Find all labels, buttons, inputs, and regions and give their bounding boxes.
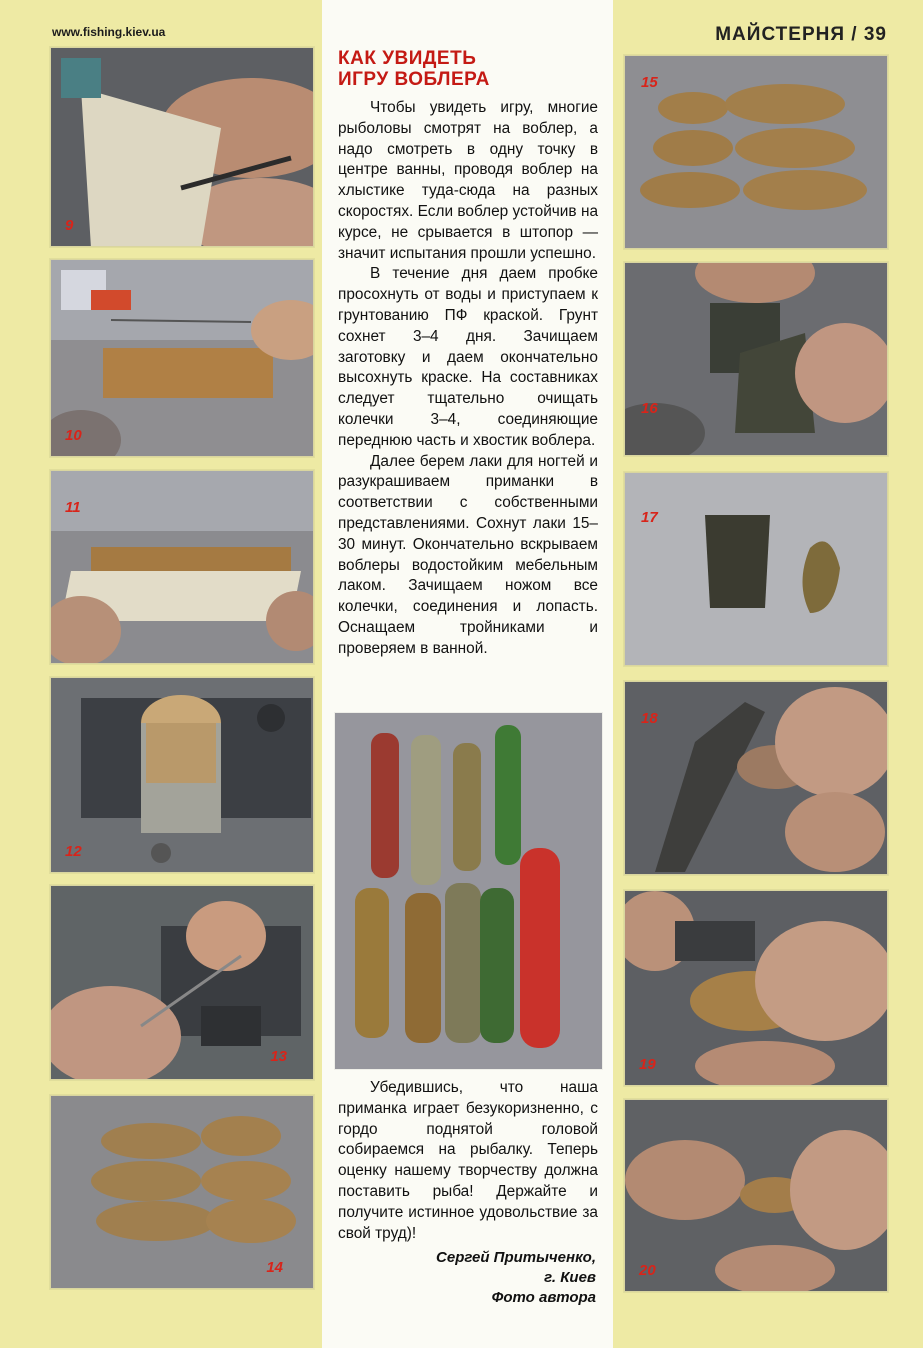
paragraph-2: В течение дня даем пробке просохнуть от воды и приступаем к грунтованию ПФ краской. Грунт сохнет 3–4 дня. Зачищаем заготовку и даем окончательно высохнуть краске. На составниках следует тщательно очищать колечки 3–4, соединяющие переднюю часть и хвостик воблера. xyxy=(338,265,598,449)
photo-10 xyxy=(50,259,314,457)
photo-17-image xyxy=(625,473,887,665)
photo-16 xyxy=(624,262,888,456)
photo-number: 12 xyxy=(65,843,82,860)
photo-16-image xyxy=(625,263,887,455)
photo-18-image xyxy=(625,682,887,874)
article-body xyxy=(338,98,598,660)
lures-image xyxy=(335,713,602,1069)
section-header: МАЙСТЕРНЯ / 39 xyxy=(715,24,887,45)
site-url: www.fishing.kiev.ua xyxy=(52,25,166,39)
photo-number: 10 xyxy=(65,427,82,444)
center-photo-lures xyxy=(335,713,602,1069)
photo-15-image xyxy=(625,56,887,248)
photo-13 xyxy=(50,885,314,1080)
photo-number: 14 xyxy=(266,1259,283,1276)
photo-number: 9 xyxy=(65,217,74,234)
photo-credit: Фото автора xyxy=(491,1289,596,1306)
title-line-1: КАК УВИДЕТЬ xyxy=(338,48,477,69)
photo-number: 18 xyxy=(641,710,658,727)
title-line-2: ИГРУ ВОБЛЕРА xyxy=(338,69,490,90)
photo-18 xyxy=(624,681,888,875)
photo-20-image xyxy=(625,1100,887,1291)
photo-17 xyxy=(624,472,888,666)
photo-number: 20 xyxy=(639,1262,656,1279)
photo-12 xyxy=(50,677,314,873)
paragraph-3: Далее берем лаки для ногтей и разукрашиваем приманки в соответствии с собственными представлениями. Сохнут лаки 15–30 минут. Окончательно вскрываем воблеры водостойким мебельным лаком. Зачищаем ножом все колечки, соединения и лопасть. Оснащаем тройниками и проверяем в ванной. xyxy=(338,452,598,657)
author-signature xyxy=(338,1248,596,1308)
photo-20 xyxy=(624,1099,888,1292)
photo-19 xyxy=(624,890,888,1086)
paragraph-1: Чтобы увидеть игру, многие рыболовы смотрят на воблер, а надо смотреть в одну точку в центре ванны, проводя воблер на хлыстике туда-сюда на разных скоростях. Если воблер устойчив на курсе, не срывается в штопор — значит испытания прошли успешно. xyxy=(338,99,598,262)
photo-14 xyxy=(50,1095,314,1289)
article-closing xyxy=(338,1078,598,1244)
photo-11-image xyxy=(51,471,313,663)
photo-number: 11 xyxy=(65,499,81,516)
photo-9-image xyxy=(51,48,313,246)
photo-12-image xyxy=(51,678,313,872)
photo-number: 19 xyxy=(639,1056,656,1073)
photo-number: 16 xyxy=(641,400,658,417)
author-name: Сергей Притыченко, xyxy=(436,1249,596,1266)
closing-paragraph: Убедившись, что наша приманка играет безукоризненно, с гордо поднятой головой собираемся на рыбалку. Теперь оценку нашему творчеству должна поставить рыба! Держайте и получите истинное удовольствие за свой труд)! xyxy=(338,1079,598,1242)
article-title xyxy=(338,48,608,90)
photo-number: 15 xyxy=(641,74,658,91)
author-city: г. Киев xyxy=(544,1269,596,1286)
photo-9 xyxy=(50,47,314,247)
photo-number: 13 xyxy=(270,1048,287,1065)
photo-10-image xyxy=(51,260,313,456)
photo-11 xyxy=(50,470,314,664)
photo-15 xyxy=(624,55,888,249)
photo-number: 17 xyxy=(641,509,658,526)
photo-19-image xyxy=(625,891,887,1085)
